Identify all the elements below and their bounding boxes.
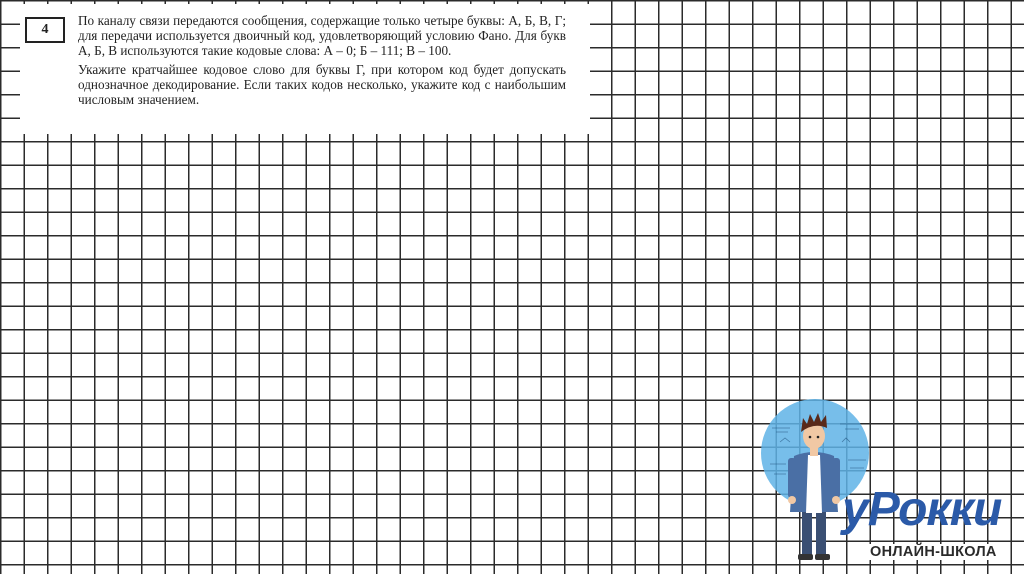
task-paragraph-1: По каналу связи передаются сообщения, содержащие только четыре буквы: А, Б, В, Г; для передачи используется двоичный код, удовлетворяющий условию Фано. Для букв А, Б, В используются такие кодовые слова: А – 0; Б – 111; В – 100. bbox=[78, 13, 566, 59]
task-number: 4 bbox=[41, 22, 49, 37]
logo-subtitle: ОНЛАЙН-ШКОЛА bbox=[870, 544, 997, 560]
logo-name: уРокки bbox=[842, 483, 1002, 536]
task-text bbox=[78, 13, 566, 107]
task-card bbox=[20, 4, 590, 134]
task-number-box bbox=[25, 17, 65, 43]
school-logo bbox=[750, 398, 1020, 570]
task-paragraph-2: Укажите кратчайшее кодовое слово для буквы Г, при котором код будет допускать однозначное декодирование. Если таких кодов несколько, укажите код с наибольшим числовым значением. bbox=[78, 61, 566, 108]
